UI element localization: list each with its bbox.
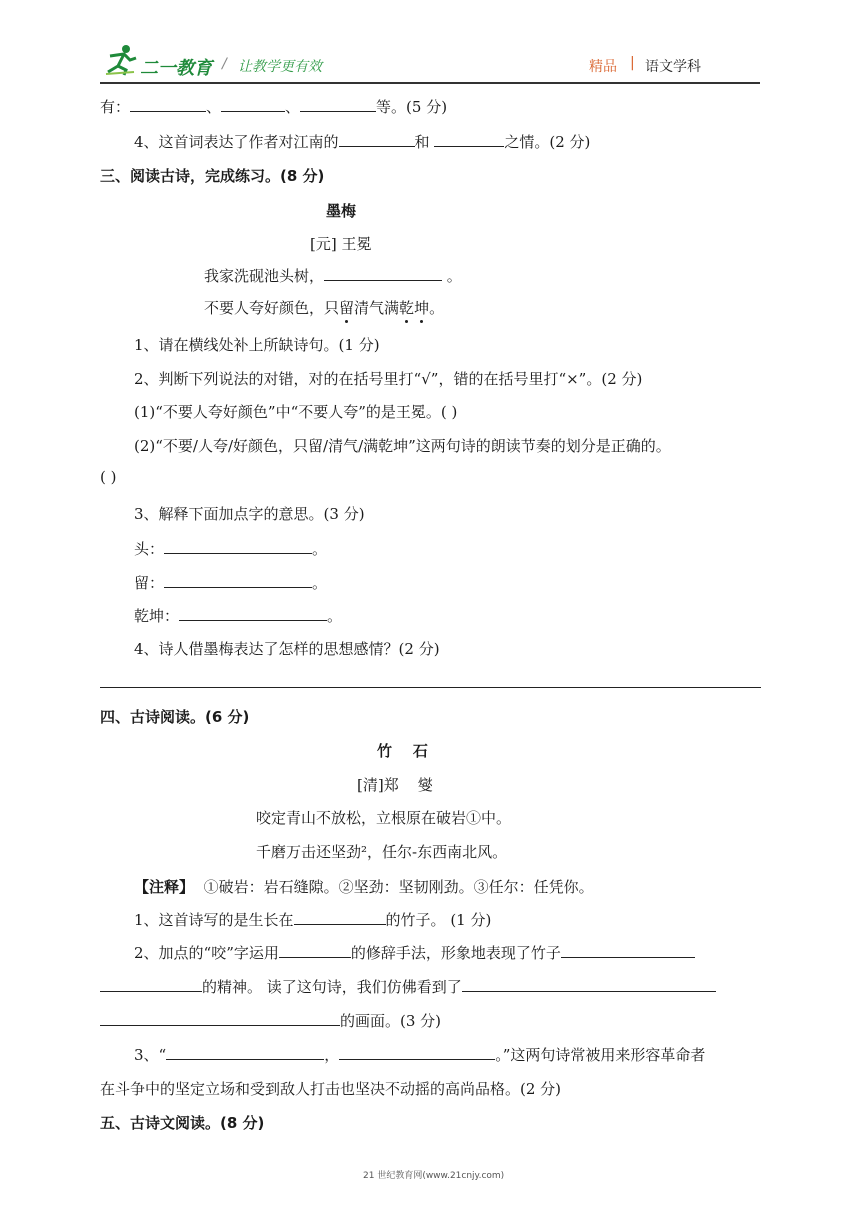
runner-logo-icon — [104, 44, 138, 76]
answer-tou: 头： 。 — [134, 540, 328, 558]
blank[interactable] — [324, 266, 442, 281]
poem-line-2: 千磨万击还坚劲²，任尔-东西南北风。 — [256, 843, 508, 861]
answer-liu: 留： 。 — [134, 574, 328, 592]
blank[interactable] — [300, 97, 376, 112]
annotation: 【注释】 ①破岩：岩石缝隙。②坚劲：坚韧刚劲。③任尔：任凭你。 — [134, 878, 594, 896]
question-3-2: 2、判断下列说法的对错，对的在括号里打“√”，错的在括号里打“×”。(2 分) — [134, 370, 643, 388]
poem-title: 墨梅 — [326, 202, 357, 220]
blank[interactable] — [166, 1045, 324, 1060]
question-3-1: 1、请在横线处补上所缺诗句。(1 分) — [134, 336, 380, 354]
blank[interactable] — [100, 1011, 340, 1026]
section-5-title: 五、古诗文阅读。(8 分) — [100, 1114, 265, 1132]
question-4-1: 1、这首诗写的是生长在 的竹子。 (1 分) — [134, 911, 492, 929]
header-separator: / — [222, 56, 227, 72]
question-4-2-cont: 的精神。 读了这句诗，我们仿佛看到了 — [100, 976, 716, 997]
poem-line-2: 不要人夸好颜色，只留清气满乾坤。 — [204, 299, 445, 317]
question-4-2: 2、加点的“咬”字运用 的修辞手法，形象地表现了竹子 — [134, 942, 695, 963]
question-4-3: 3、“ ， 。”这两句诗常被用来形容革命者 — [134, 1046, 706, 1064]
poem-line-1: 咬定青山不放松，立根原在破岩①中。 — [256, 809, 512, 827]
question-2-4: 4、这首词表达了作者对江南的 和 之情。(2 分) — [134, 133, 591, 151]
blank[interactable] — [164, 539, 312, 554]
logo-text: 二一教育 — [140, 58, 212, 79]
question-4-3-cont: 在斗争中的坚定立场和受到敌人打击也坚决不动摇的高尚品格。(2 分) — [100, 1080, 562, 1098]
blank[interactable] — [434, 132, 504, 147]
header-slogan: 让教学更有效 — [238, 59, 322, 75]
answer-line[interactable] — [100, 687, 761, 688]
blank[interactable] — [100, 977, 202, 992]
footer-text: 21 世纪教育网(www.21cnjy.com) — [363, 1171, 505, 1181]
premium-tag: 精品 — [589, 59, 617, 75]
answer-line-1: 有： 、 、 等。(5 分) — [100, 98, 448, 116]
answer-paren[interactable]: ( ) — [100, 468, 117, 486]
blank[interactable] — [221, 97, 285, 112]
blank[interactable] — [294, 910, 386, 925]
blank[interactable] — [164, 573, 312, 588]
blank[interactable] — [339, 132, 415, 147]
question-3-2-2: (2)“不要/人夸/好颜色，只留/清气/满乾坤”这两句诗的朗读节奏的划分是正确的。 — [134, 437, 671, 455]
section-3-title: 三、阅读古诗，完成练习。(8 分) — [100, 167, 325, 185]
question-4-2-end: 的画面。(3 分) — [100, 1010, 441, 1031]
answer-qiankun: 乾坤： 。 — [134, 607, 343, 625]
subject-label: 语文学科 — [645, 59, 701, 75]
blank[interactable] — [279, 943, 351, 958]
poem-author: [清]郑 燮 — [357, 776, 433, 794]
section-4-title: 四、古诗阅读。(6 分) — [100, 708, 250, 726]
question-3-2-1: (1)“不要人夸好颜色”中“不要人夸”的是王冕。( ) — [134, 403, 458, 421]
poem-title: 竹 石 — [377, 742, 428, 760]
question-3-4: 4、诗人借墨梅表达了怎样的思想感情？(2 分) — [134, 640, 440, 658]
question-3-3: 3、解释下面加点字的意思。(3 分) — [134, 505, 365, 523]
blank[interactable] — [561, 943, 695, 958]
poem-author: [元] 王冕 — [310, 235, 372, 253]
header-divider: | — [630, 55, 635, 71]
header-rule — [100, 82, 760, 84]
blank[interactable] — [339, 1045, 495, 1060]
blank[interactable] — [179, 606, 327, 621]
poem-line-1: 我家洗砚池头树， 。 — [204, 267, 462, 285]
blank[interactable] — [462, 977, 716, 992]
blank[interactable] — [130, 97, 206, 112]
